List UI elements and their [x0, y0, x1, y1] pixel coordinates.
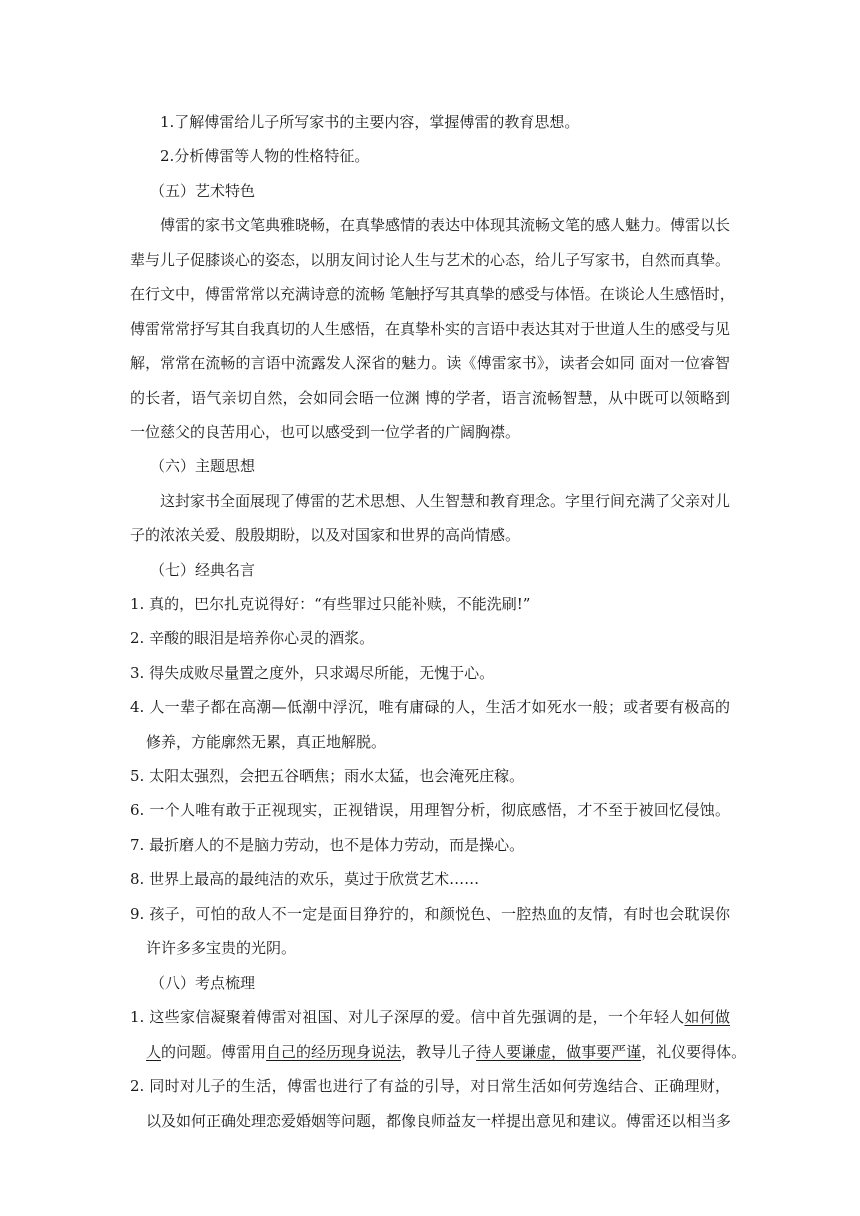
quote-5: 5. 太阳太强烈，会把五谷晒焦；雨水太猛，也会淹死庄稼。	[130, 767, 525, 785]
art-line-2: 辈与儿子促膝谈心的姿态，以朋友间讨论人生与艺术的心态，给儿子写家书，自然而真挚。	[130, 251, 731, 269]
point-2-line-1: 2. 同时对儿子的生活，傅雷也进行了有益的引导，对日常生活如何劳逸结合、正确理财，	[130, 1077, 730, 1095]
art-line-6: 的长者，语气亲切自然，会如同会晤一位渊 博的学者，语言流畅智慧，从中既可以领略到	[130, 389, 730, 407]
underlined-phrase: 自己的经历现身说法	[266, 1043, 402, 1061]
underlined-phrase: 人	[146, 1043, 162, 1061]
point-2-line-2: 以及如何正确处理恋爱婚姻等问题，都像良师益友一样提出意见和建议。傅雷还以相当多	[146, 1112, 732, 1130]
quote-9-line-1: 9. 孩子，可怕的敌人不一定是面目狰狞的，和颜悦色、一腔热血的友情，有时也会耽误你	[130, 905, 730, 923]
quote-9-line-2: 许许多多宝贵的光阴。	[146, 939, 297, 957]
objective-1: 1.了解傅雷给儿子所写家书的主要内容，掌握傅雷的教育思想。	[160, 113, 580, 131]
theme-line-2: 子的浓浓关爱、殷殷期盼，以及对国家和世界的高尚情感。	[130, 526, 521, 544]
quote-1: 1. 真的，巴尔扎克说得好：“有些罪过只能补赎，不能洗刷!”	[130, 595, 531, 613]
objective-2: 2.分析傅雷等人物的性格特征。	[160, 147, 370, 165]
theme-line-1: 这封家书全面展现了傅雷的艺术思想、人生智慧和教育理念。字里行间充满了父亲对儿	[160, 492, 731, 510]
underlined-phrase: 如何做	[684, 1008, 730, 1026]
section-heading-theme: （六）主题思想	[150, 457, 256, 475]
quote-4-line-1: 4. 人一辈子都在高潮—低潮中浮沉，唯有庸碌的人，生活才如死水一般；或者要有极高的	[130, 698, 730, 716]
point-1-line-1: 1. 这些家信凝聚着傅雷对祖国、对儿子深厚的爱。信中首先强调的是，一个年轻人如何做	[130, 1008, 730, 1026]
quote-8: 8. 世界上最高的最纯洁的欢乐，莫过于欣赏艺术……	[130, 870, 480, 888]
quote-4-line-2: 修养，方能廓然无累，真正地解脱。	[146, 733, 387, 751]
section-heading-points: （八）考点梳理	[150, 974, 256, 992]
art-line-7: 一位慈父的良苦用心，也可以感受到一位学者的广阔胸襟。	[130, 423, 521, 441]
section-heading-quotes: （七）经典名言	[150, 561, 256, 579]
underlined-phrase: 待人要谦虚，做事要严谨	[476, 1043, 642, 1061]
art-line-3: 在行文中，傅雷常常以充满诗意的流畅 笔触抒写其真挚的感受与体悟。在谈论人生感悟时，	[130, 285, 735, 303]
art-line-5: 解，常常在流畅的言语中流露发人深省的魅力。读《傅雷家书》，读者会如同 面对一位睿智	[130, 354, 730, 372]
section-heading-art: （五）艺术特色	[150, 182, 256, 200]
quote-2: 2. 辛酸的眼泪是培养你心灵的酒浆。	[130, 629, 375, 647]
quote-3: 3. 得失成败尽量置之度外，只求竭尽所能，无愧于心。	[130, 664, 495, 682]
art-line-4: 傅雷常常抒写其自我真切的人生感悟，在真挚朴实的言语中表达其对于世道人生的感受与见	[130, 320, 731, 338]
quote-7: 7. 最折磨人的不是脑力劳动，也不是体力劳动，而是操心。	[130, 836, 525, 854]
point-1-line-2: 人的问题。傅雷用自己的经历现身说法，教导儿子待人要谦虚，做事要严谨，礼仪要得体。	[146, 1043, 747, 1061]
art-line-1: 傅雷的家书文笔典雅晓畅，在真挚感情的表达中体现其流畅文笔的感人魅力。傅雷以长	[160, 216, 731, 234]
quote-6: 6. 一个人唯有敢于正视现实，正视错误，用理智分析，彻底感悟，才不至于被回忆侵蚀。	[130, 801, 730, 819]
